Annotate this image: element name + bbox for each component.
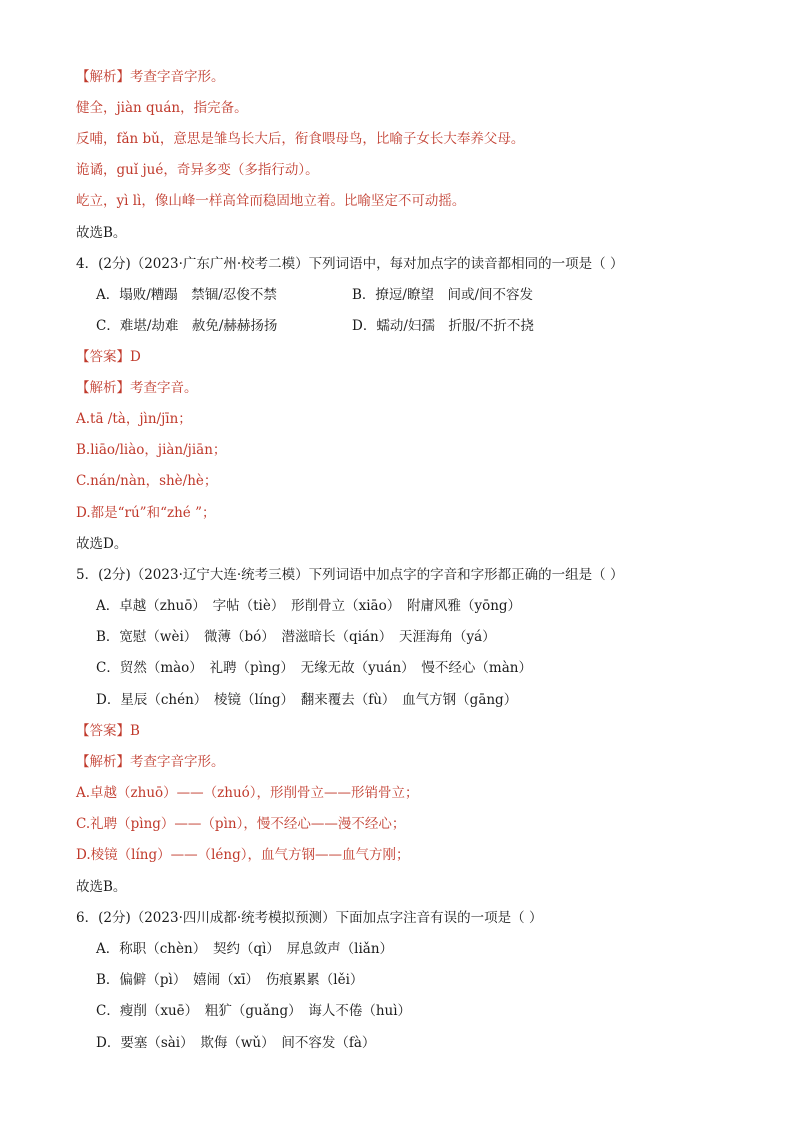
analysis-item: 屹立，yì lì，像山峰一样高耸而稳固地立着。比喻坚定不可动摇。 [76, 193, 466, 209]
analysis-item: 健全，jiàn quán，指完备。 [76, 100, 248, 116]
q6-option-c: C．瘦削（xuē） 粗犷（guǎng） 诲人不倦（huì） [96, 1003, 412, 1019]
conclusion-line: 故选B。 [76, 225, 127, 241]
q4-option-b: B．撩逗/瞭望 间或/间不容发 [352, 287, 534, 303]
q6-option-a: A．称职（chèn） 契约（qì） 屏息敛声（liǎn） [96, 941, 394, 957]
question-5-stem: 5．(2分)（2023·辽宁大连·统考三模）下列词语中加点字的字音和字形都正确的一组是（ ） [76, 567, 624, 583]
q6-option-b: B．偏僻（pì） 嬉闹（xī） 伤痕累累（lěi） [96, 972, 364, 988]
q4-analysis-c: C.nán/nàn，shè/hè； [76, 473, 218, 489]
analysis-item: 反哺，fǎn bǔ，意思是雏鸟长大后，衔食喂母鸟，比喻子女长大奉养父母。 [76, 131, 525, 147]
q4-option-a: A．塌败/糟蹋 禁锢/忍俊不禁 [96, 287, 277, 303]
q4-option-c: C．难堪/劫难 赦免/赫赫扬扬 [96, 318, 278, 334]
q5-analysis: 【解析】考查字音字形。 [76, 754, 225, 770]
question-4-stem: 4．(2分)（2023·广东广州·校考二模）下列词语中，每对加点字的读音都相同的一项是（ ） [76, 256, 624, 272]
q4-analysis-b: B.liāo/liào，jiàn/jiān； [76, 442, 227, 458]
question-6-stem: 6．(2分)（2023·四川成都·统考模拟预测）下面加点字注音有误的一项是（ ） [76, 910, 543, 926]
q5-analysis-c: C.礼聘（pìng）——（pìn），慢不经心——漫不经心； [76, 816, 406, 832]
q5-option-a: A．卓越（zhuō） 字帖（tiè） 形削骨立（xiāo） 附庸风雅（yōng） [96, 598, 522, 614]
analysis-item: 诡谲，guǐ jué，奇异多变（多指行动）。 [76, 162, 319, 178]
q5-conclusion: 故选B。 [76, 879, 127, 895]
q5-option-b: B．宽慰（wèi） 微薄（bó） 潜滋暗长（qián） 天涯海角（yá） [96, 629, 496, 645]
q4-answer: 【答案】D [76, 349, 141, 365]
q4-analysis-d: D.都是“rú”和“zhé ”； [76, 505, 216, 521]
q5-analysis-d: D.棱镜（líng）——（léng），血气方钢——血气方刚； [76, 847, 410, 863]
q5-option-d: D．星辰（chén） 棱镜（líng） 翻来覆去（fù） 血气方钢（gāng） [96, 692, 518, 708]
analysis-line: 【解析】考查字音字形。 [76, 69, 225, 85]
q5-option-c: C．贸然（mào） 礼聘（pìng） 无缘无故（yuán） 慢不经心（màn） [96, 660, 532, 676]
q6-option-d: D．要塞（sài） 欺侮（wǔ） 间不容发（fà） [96, 1035, 376, 1051]
q4-option-d: D．蠕动/妇孺 折服/不折不挠 [352, 318, 534, 334]
q5-analysis-a: A.卓越（zhuō）——（zhuó），形削骨立——形销骨立； [76, 785, 419, 801]
q4-conclusion: 故选D。 [76, 536, 128, 552]
q5-answer: 【答案】B [76, 723, 140, 739]
q4-analysis-a: A.tā /tà，jìn/jīn； [76, 411, 192, 427]
q4-analysis: 【解析】考查字音。 [76, 380, 198, 396]
